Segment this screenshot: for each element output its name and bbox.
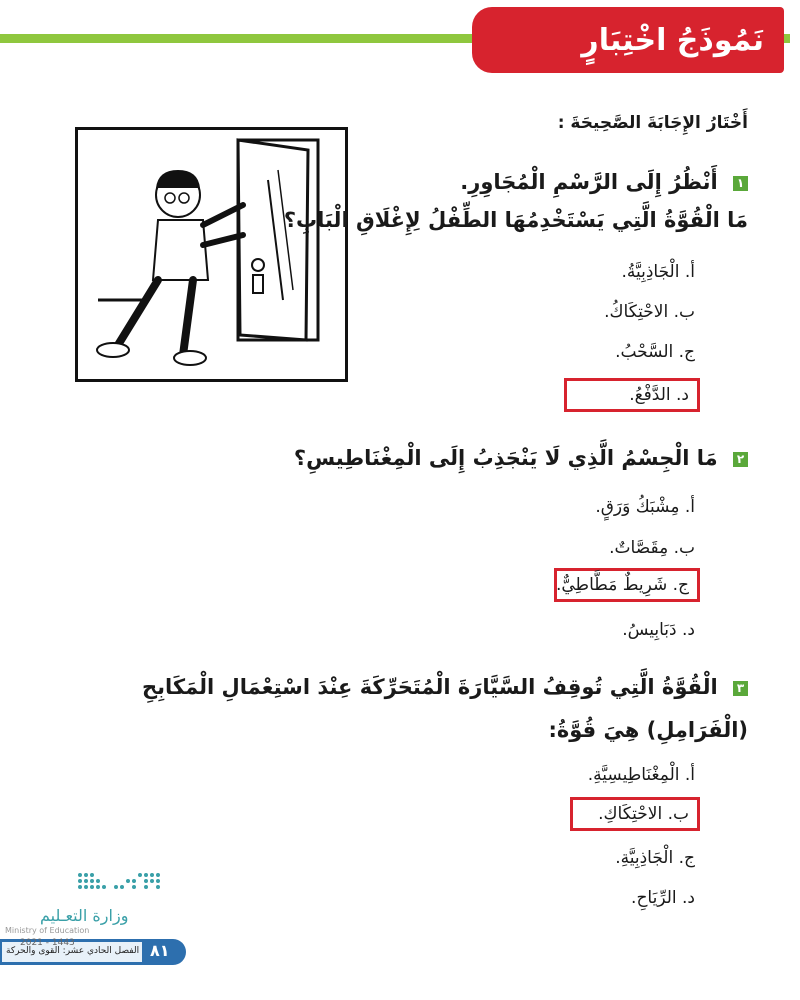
footer-chapter: الفصل الحادي عشر: القوى والحركة	[6, 946, 140, 956]
question-2-number: ٢	[733, 452, 748, 467]
question-2-option-a[interactable]: أ. مِشْبَكُ وَرَقٍ.	[595, 497, 695, 517]
question-1-line-1	[460, 170, 748, 194]
page-number: ٨١	[150, 941, 170, 960]
question-1-option-c[interactable]: ج. السَّحْبُ.	[615, 342, 695, 362]
question-3-option-b-correct[interactable]: ب. الاحْتِكَاكِ.	[570, 797, 700, 831]
question-1-text-1: أَنْظُرُ إِلَى الرَّسْمِ الْمُجَاوِرِ.	[460, 170, 718, 194]
question-3-text-1: الْقُوَّةُ الَّتِي تُوقِفُ السَّيَّارَةَ الْمُتَحَرِّكَةَ عِنْدَ اسْتِعْمَالِ الْمَكَابِحِ	[141, 675, 718, 699]
question-3-option-a[interactable]: أ. الْمِغْنَاطِيسِيَّةِ.	[587, 765, 695, 785]
child-pushing-door-icon	[78, 130, 345, 379]
question-figure	[75, 127, 348, 382]
ministry-name: وزارة التعـليم	[40, 906, 129, 925]
question-1-number: ١	[733, 176, 748, 191]
instruction-text: أَخْتَارُ الإِجَابَةَ الصَّحِيحَةَ :	[557, 113, 748, 133]
question-3-text-2: (الْفَرَامِلِ) هِيَ قُوَّةُ:	[548, 718, 748, 742]
question-3-option-c[interactable]: ج. الْجَاذِبِيَّةِ.	[615, 848, 695, 868]
ministry-subtitle: Ministry of Education	[5, 926, 90, 935]
question-1-text-2: مَا الْقُوَّةُ الَّتِي يَسْتَخْدِمُهَا الطِّفْلُ لِإِغْلَاقِ الْبَابِ؟	[283, 208, 748, 232]
page-title: نَمُوذَجُ اخْتِبَارٍ	[472, 7, 784, 73]
question-1-option-d-correct[interactable]: د. الدَّفْعُ.	[564, 378, 700, 412]
question-2-option-c-correct[interactable]: ج. شَرِيطٌ مَطَّاطِيٌّ.	[554, 568, 700, 602]
question-1-option-a[interactable]: أ. الْجَاذِبِيَّةُ.	[621, 262, 695, 282]
question-2-option-b[interactable]: ب. مِقَصَّاتٌ.	[609, 538, 695, 558]
question-3-option-d[interactable]: د. الرِّيَاحِ.	[631, 888, 695, 908]
question-1-option-b[interactable]: ب. الاحْتِكَاكُ.	[604, 302, 695, 322]
question-2-text-1: مَا الْجِسْمُ الَّذِي لَا يَنْجَذِبُ إِلَى الْمِغْنَاطِيسِ؟	[293, 446, 718, 470]
question-2-option-d[interactable]: د. دَبَابِيسُ.	[622, 620, 695, 640]
question-3-number: ٣	[733, 681, 748, 696]
footer-year: 2021 - 1443	[20, 938, 75, 948]
question-2-line-1	[294, 446, 748, 470]
question-3-line-1	[142, 675, 748, 699]
